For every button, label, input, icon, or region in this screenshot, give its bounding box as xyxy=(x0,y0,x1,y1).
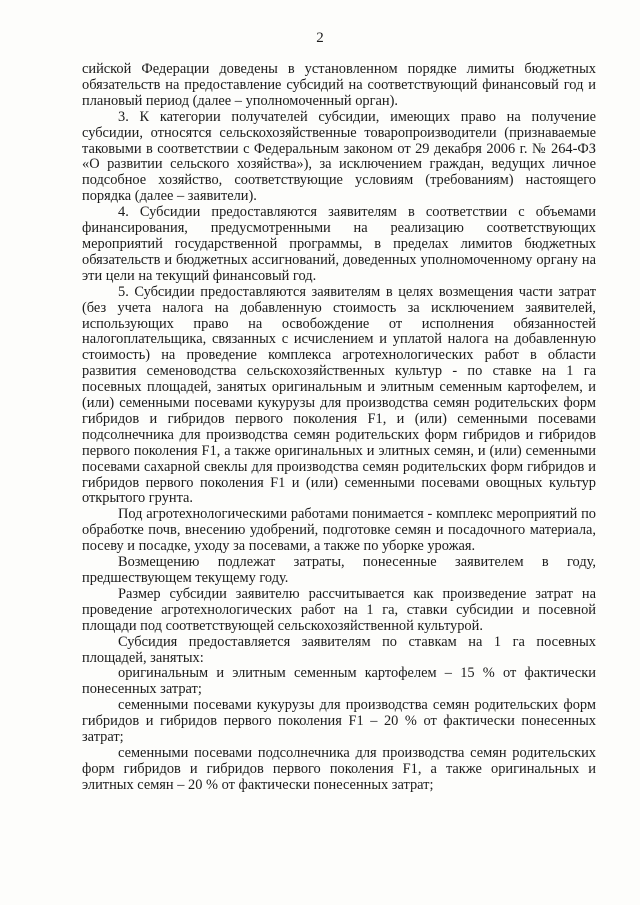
paragraph-reimbursement: Возмещению подлежат затраты, понесенные заявителем в году, предшествующем текущему году. xyxy=(82,554,596,586)
paragraph-subsidy-size: Размер субсидии заявителю рассчитывается как произведение затрат на проведение агротехнологических работ на 1 га, ставки субсидии и посевной площади под соответствующей сельскохозяйственной культурой. xyxy=(82,585,596,634)
paragraph-rate-potato: оригинальным и элитным семенным картофелем – 15 % от фактически понесенных затрат; xyxy=(82,665,596,698)
document-body xyxy=(82,62,596,794)
paragraph-agrotech-definition: Под агротехнологическими работами понимается - комплекс мероприятий по обработке почв, внесению удобрений, подготовке семян и посадочного материала, посеву и посадке, уходу за посевами, а также по уборке урожая. xyxy=(82,506,596,555)
paragraph-item-4: 4. Субсидии предоставляются заявителям в соответствии с объемами финансирования, предусмотренными на реализацию соответствующих мероприятий государственной программы, в пределах лимитов бюджетных обязательств и бюджетных ассигнований, доведенных уполномоченному органу на эти цели на текущий финансовый год. xyxy=(82,204,596,284)
paragraph-continuation: сийской Федерации доведены в установленном порядке лимиты бюджетных обязательств на предоставление субсидий на соответствующий финансовый год и плановый период (далее – уполномоченный орган). xyxy=(82,61,596,109)
paragraph-item-3: 3. К категории получателей субсидии, имеющих право на получение субсидии, относятся сельскохозяйственные товаропроизводители (признаваемые таковыми в соответствии с Федеральным законом от 29 декабря 2006 г. № 264-ФЗ «О развитии сельского хозяйства»), за исключением граждан, ведущих личное подсобное хозяйство, соответствующие условиям (требованиям) настоящего порядка (далее – заявители). xyxy=(82,108,596,205)
paragraph-rates-intro: Субсидия предоставляется заявителям по ставкам на 1 га посевных площадей, занятых: xyxy=(82,633,596,666)
paragraph-rate-corn: семенными посевами кукурузы для производства семян родительских форм гибридов и гибридов первого поколения F1 – 20 % от фактически понесенных затрат; xyxy=(82,697,596,746)
paragraph-item-5: 5. Субсидии предоставляются заявителям в целях возмещения части затрат (без учета налога на добавленную стоимость за исключением заявителей, использующих право на освобождение от исполнения обязанностей налогоплательщика, связанных с исчислением и уплатой налога на добавленную стоимость) на проведение комплекса агротехнологических работ в области развития семеноводства сельскохозяйственных культур - по ставке на 1 га посевных площадей, занятых оригинальным и элитным семенным картофелем, и (или) семенными посевами кукурузы для производства семян родительских форм гибридов и гибридов первого поколения F1, и (или) семенными посевами подсолнечника для производства семян родительских форм гибридов и гибридов первого поколения F1, а также оригинальных и элитных семян, и (или) семенными посевами сахарной свеклы для производства семян родительских форм гибридов и гибридов первого поколения F1 и (или) семенными посевами овощных культур открытого грунта. xyxy=(82,283,596,507)
page-number: 2 xyxy=(316,30,324,46)
paragraph-rate-sunflower: семенными посевами подсолнечника для производства семян родительских форм гибридов и гибридов первого поколения F1, а также оригинальных и элитных семян – 20 % от фактически понесенных затрат; xyxy=(82,744,596,793)
